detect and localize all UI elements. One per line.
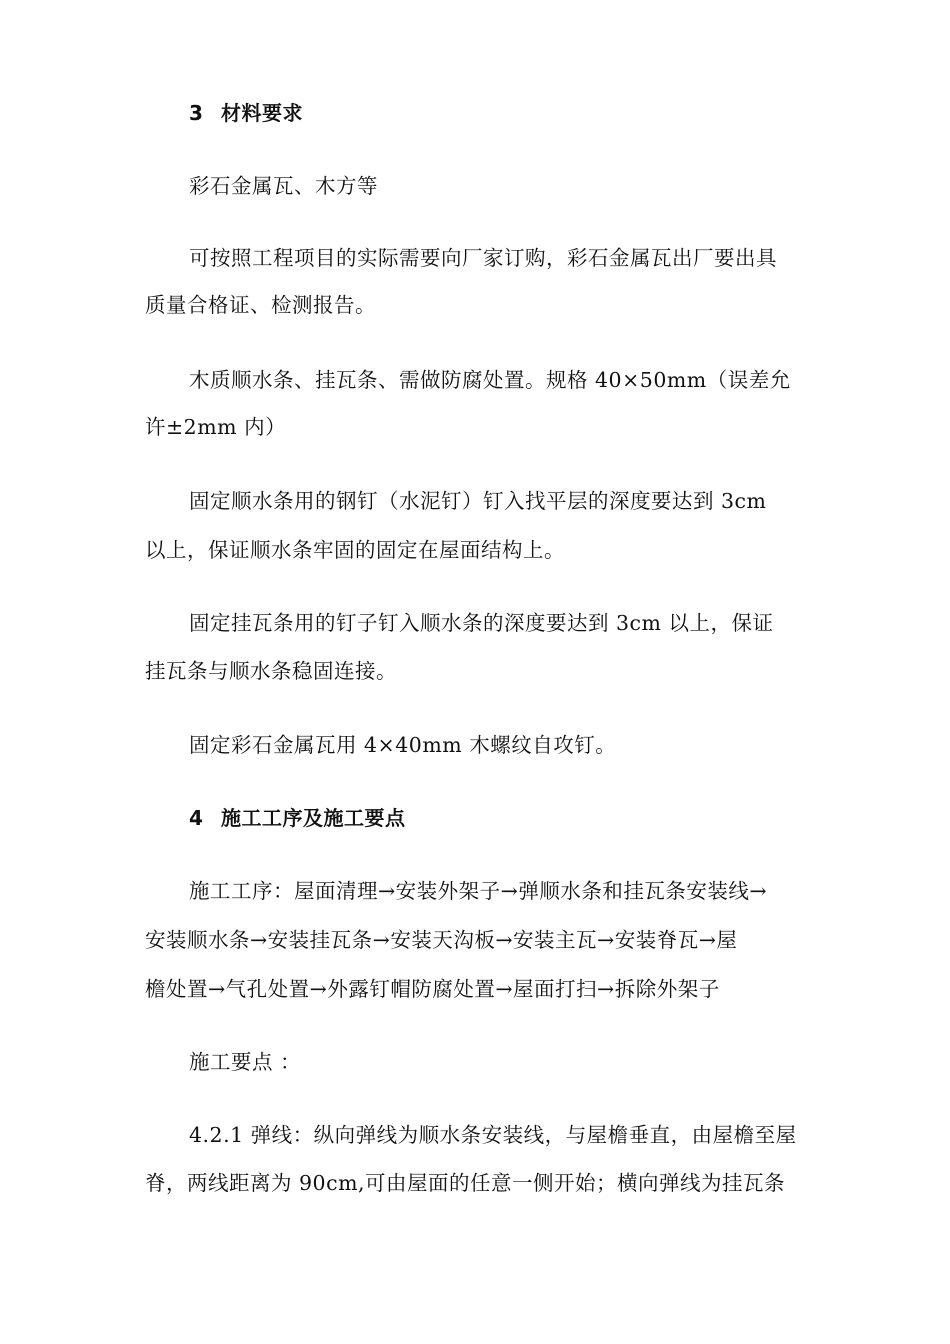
section-4-heading [189,803,815,833]
paragraph-line: 挂瓦条与顺水条稳固连接。 [145,659,397,683]
paragraph-line: 木质顺水条、挂瓦条、需做防腐处置。规格 40×50mm（误差允 [189,368,791,392]
section-4-title: 施工工序及施工要点 [221,806,406,830]
section-3-number: 3 [189,101,204,125]
paragraph-line: 安装顺水条→安装挂瓦条→安装天沟板→安装主瓦→安装脊瓦→屋 [145,928,738,952]
paragraph-line: 以上，保证顺水条牢固的固定在屋面结构上。 [145,538,565,562]
section-3-title: 材料要求 [221,101,303,125]
paragraph-line: 施工工序：屋面清理→安装外架子→弹顺水条和挂瓦条安装线→ [189,879,768,903]
paragraph-line: 彩石金属瓦、木方等 [189,174,378,198]
paragraph-line: 质量合格证、检测报告。 [145,293,376,317]
paragraph-line: 可按照工程项目的实际需要向厂家订购，彩石金属瓦出厂要出具 [189,246,777,270]
paragraph-line: 脊，两线距离为 90cm,可由屋面的任意一侧开始；横向弹线为挂瓦条 [145,1171,786,1195]
section-4-number: 4 [189,806,204,830]
paragraph-line: 固定挂瓦条用的钉子钉入顺水条的深度要达到 3cm 以上，保证 [189,611,774,635]
paragraph-line: 许±2mm 内） [145,415,287,439]
paragraph-line: 固定顺水条用的钢钉（水泥钉）钉入找平层的深度要达到 3cm [189,489,767,513]
paragraph-line: 固定彩石金属瓦用 4×40mm 木螺纹自攻钉。 [189,733,617,757]
section-3-heading [189,98,815,128]
paragraph-line: 施工要点 ： [189,1050,302,1074]
paragraph-line: 檐处置→气孔处置→外露钉帽防腐处置→屋面打扫→拆除外架子 [145,977,720,1001]
paragraph-line: 4.2.1 弹线：纵向弹线为顺水条安装线，与屋檐垂直，由屋檐至屋 [189,1123,797,1147]
